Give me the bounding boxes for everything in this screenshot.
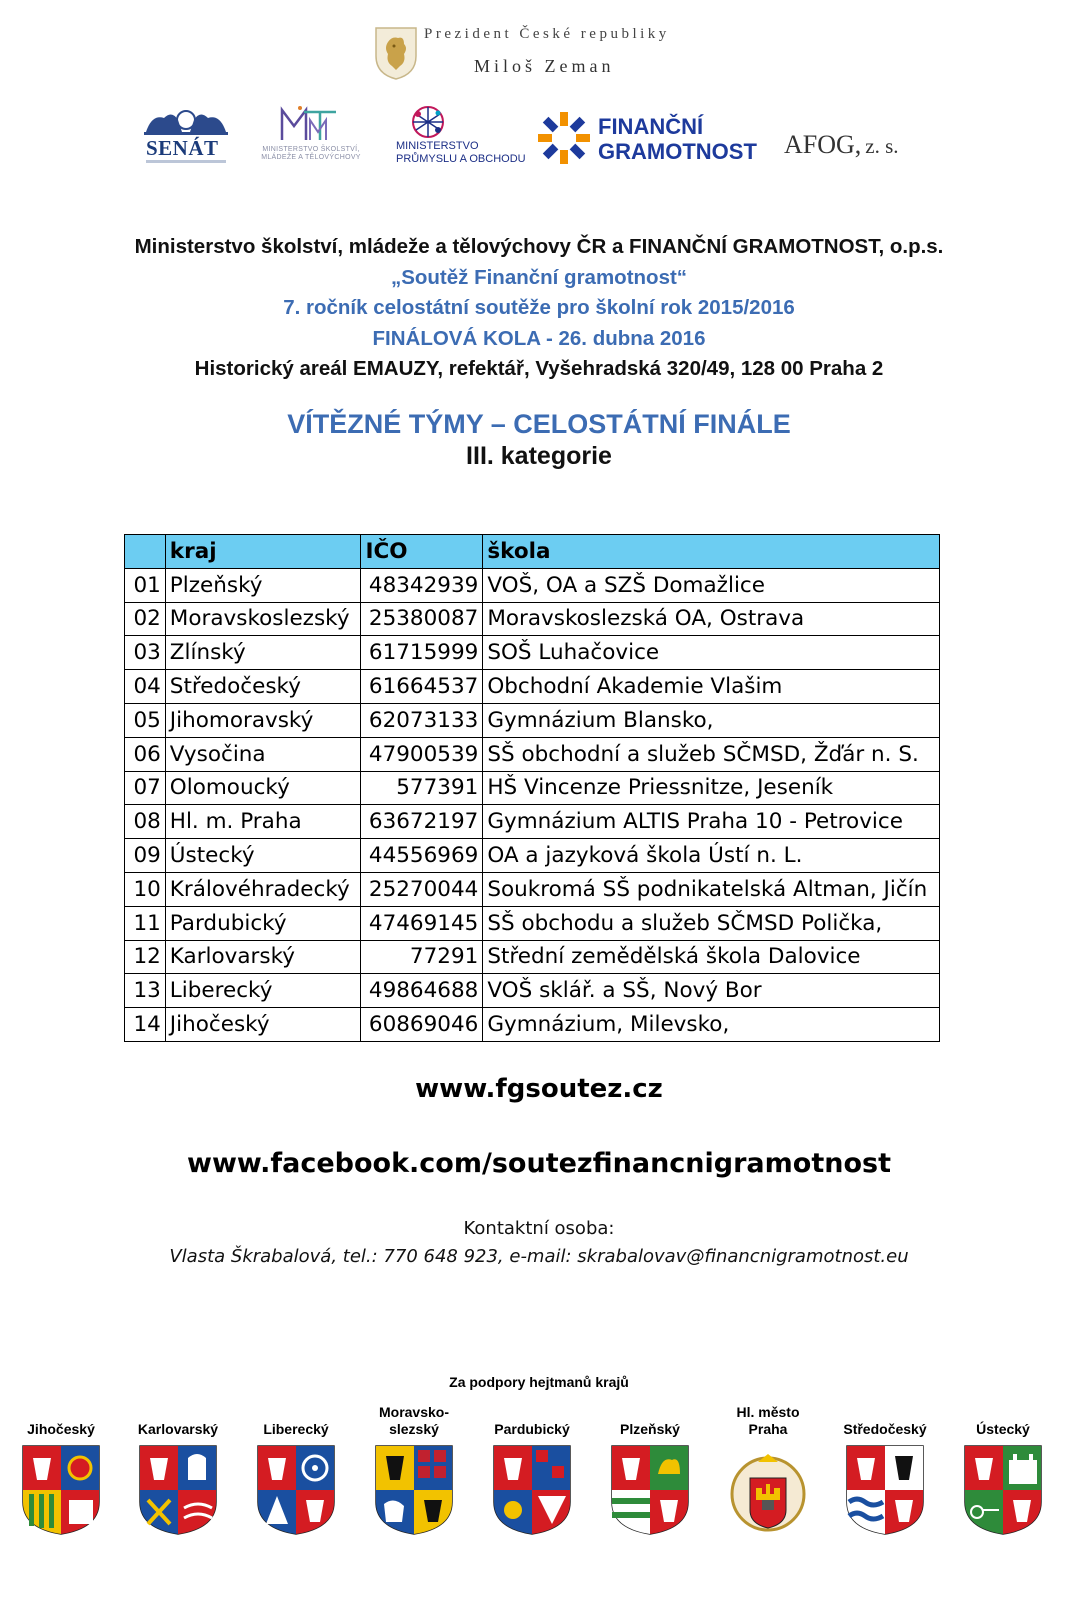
table-row [125,771,940,805]
row-skola: HŠ Vincenze Priessnitze, Jeseník [483,771,940,805]
stredocesky-coat-of-arms-icon [845,1444,925,1536]
region-name: Moravsko-slezský [378,1404,450,1437]
table-row [125,636,940,670]
row-ico: 61715999 [361,636,483,670]
row-skola: VOŠ, OA a SZŠ Domažlice [483,568,940,602]
website-link[interactable]: www.fgsoutez.cz [415,1074,663,1104]
row-kraj: Olomoucký [165,771,361,805]
president-name: Miloš Zeman [474,56,615,76]
row-number: 13 [125,974,166,1008]
contact-label: Kontaktní osoba: [463,1218,615,1239]
event-header [0,232,1078,385]
region-jihocesky [11,1404,111,1536]
row-number: 01 [125,568,166,602]
table-row [125,670,940,704]
msmt-logo [252,104,370,166]
table-row [125,940,940,974]
financni-gramotnost-logo [536,110,768,168]
row-ico: 25380087 [361,602,483,636]
region-stredocesky [835,1404,935,1536]
mpo-label-line1: MINISTERSTVO [396,140,479,152]
row-ico: 44556969 [361,839,483,873]
facebook-link[interactable]: www.facebook.com/soutezfinancnigramotnost [187,1148,891,1179]
table-row [125,602,940,636]
row-skola: Obchodní Akademie Vlašim [483,670,940,704]
financni-gramotnost-star-icon [536,110,592,166]
region-plzensky [600,1404,700,1536]
row-ico: 61664537 [361,670,483,704]
row-number: 12 [125,940,166,974]
organizers-line: Ministerstvo školství, mládeže a tělovýchovy ČR a FINANČNÍ GRAMOTNOST, o.p.s. [134,235,944,258]
edition-line: 7. ročník celostátní soutěže pro školní rok 2015/2016 [283,296,795,319]
results-heading [0,408,1078,472]
senat-lions-icon [142,106,230,136]
row-number: 09 [125,839,166,873]
mpo-label [396,140,526,166]
presidential-lion-emblem-icon [374,26,418,80]
table-row [125,703,940,737]
row-skola: Gymnázium ALTIS Praha 10 - Petrovice [483,805,940,839]
region-praha [718,1404,818,1536]
financni-gramotnost-label [598,114,757,164]
row-ico: 62073133 [361,703,483,737]
row-ico: 77291 [361,940,483,974]
row-ico: 577391 [361,771,483,805]
column-header-kraj: kraj [165,535,361,569]
region-name: Plzeňský [620,1421,680,1437]
mpo-label-line2: PRŮMYSLU A OBCHODU [396,153,526,165]
row-kraj: Ústecký [165,839,361,873]
president-header [374,22,714,86]
moravskoslezsky-coat-of-arms-icon [374,1444,454,1536]
row-ico: 63672197 [361,805,483,839]
table-row [125,1008,940,1042]
region-name: Ústecký [976,1421,1030,1437]
senat-logo [142,106,230,166]
ustecky-coat-of-arms-icon [963,1444,1043,1536]
region-karlovarsky [128,1404,228,1536]
row-kraj: Liberecký [165,974,361,1008]
contact-details: Vlasta Škrabalová, tel.: 770 648 923, e-mail: skrabalovav@financnigramotnost.eu [169,1246,909,1267]
row-kraj: Hl. m. Praha [165,805,361,839]
table-row [125,974,940,1008]
row-kraj: Vysočina [165,737,361,771]
afog-suffix: z. s. [865,134,899,158]
row-ico: 49864688 [361,974,483,1008]
table-header-row [125,535,940,569]
karlovarsky-coat-of-arms-icon [138,1444,218,1536]
column-header-number [125,535,166,569]
row-skola: SŠ obchodu a služeb SČMSD Polička, [483,906,940,940]
row-number: 14 [125,1008,166,1042]
region-name: Pardubický [494,1421,570,1437]
results-table [124,534,940,1042]
row-ico: 25270044 [361,872,483,906]
row-ico: 60869046 [361,1008,483,1042]
row-kraj: Karlovarský [165,940,361,974]
row-kraj: Zlínský [165,636,361,670]
row-number: 08 [125,805,166,839]
row-number: 05 [125,703,166,737]
region-ustecky [953,1404,1053,1536]
row-number: 02 [125,602,166,636]
row-skola: VOŠ sklář. a SŠ, Nový Bor [483,974,940,1008]
afog-label: AFOG, [784,130,862,159]
row-skola: OA a jazyková škola Ústí n. L. [483,839,940,873]
afog-logo [784,130,899,160]
results-title: VÍTĚZNÉ TÝMY – CELOSTÁTNÍ FINÁLE [287,409,791,439]
column-header-skola: škola [483,535,940,569]
venue-line: Historický areál EMAUZY, refektář, Vyšehradská 320/49, 128 00 Praha 2 [194,357,884,380]
plzensky-coat-of-arms-icon [610,1444,690,1536]
row-skola: Gymnázium Blansko, [483,703,940,737]
competition-name: „Soutěž Finanční gramotnost“ [390,265,688,289]
row-skola: Moravskoslezská OA, Ostrava [483,602,940,636]
row-number: 06 [125,737,166,771]
president-title: Prezident České republiky [424,26,670,42]
table-row [125,839,940,873]
row-skola: Střední zemědělská škola Dalovice [483,940,940,974]
row-kraj: Jihomoravský [165,703,361,737]
column-header-ico: IČO [361,535,483,569]
row-number: 11 [125,906,166,940]
senat-subline [146,160,226,163]
row-kraj: Moravskoslezský [165,602,361,636]
row-skola: SOŠ Luhačovice [483,636,940,670]
jihocesky-coat-of-arms-icon [21,1444,101,1536]
row-number: 04 [125,670,166,704]
row-number: 03 [125,636,166,670]
row-kraj: Pardubický [165,906,361,940]
praha-coat-of-arms-icon [728,1444,808,1536]
row-ico: 47469145 [361,906,483,940]
row-skola: Gymnázium, Milevsko, [483,1008,940,1042]
row-skola: SŠ obchodní a služeb SČMSD, Žďár n. S. [483,737,940,771]
mpo-logo [396,104,528,170]
region-name: Karlovarský [137,1421,219,1437]
row-kraj: Královéhradecký [165,872,361,906]
region-pardubicky [482,1404,582,1536]
region-name: Jihočeský [27,1421,95,1437]
msmt-mark-icon [252,104,370,144]
region-name: Liberecký [263,1421,329,1437]
region-liberecky [246,1404,346,1536]
table-row [125,805,940,839]
liberecky-coat-of-arms-icon [256,1444,336,1536]
msmt-label: MINISTERSTVO ŠKOLSTVÍ, MLÁDEŽE A TĚLOVÝCHOVY [261,146,361,161]
category-label: III. kategorie [466,442,612,470]
round-line: FINÁLOVÁ KOLA - 26. dubna 2016 [372,326,706,350]
row-number: 07 [125,771,166,805]
row-ico: 47900539 [361,737,483,771]
pardubicky-coat-of-arms-icon [492,1444,572,1536]
row-kraj: Plzeňský [165,568,361,602]
fg-label-line2: GRAMOTNOST [598,139,757,164]
region-moravskoslezsky [364,1404,464,1536]
senat-label: SENÁT [146,136,219,160]
row-kraj: Jihočeský [165,1008,361,1042]
region-name: Hl. město Praha [736,1404,800,1437]
mpo-globe-icon [396,104,460,138]
fg-label-line1: FINANČNÍ [598,114,704,139]
table-row [125,906,940,940]
row-skola: Soukromá SŠ podnikatelská Altman, Jičín [483,872,940,906]
table-row [125,872,940,906]
table-row [125,737,940,771]
row-number: 10 [125,872,166,906]
row-ico: 48342939 [361,568,483,602]
support-label: Za podpory hejtmanů krajů [449,1374,629,1390]
table-row [125,568,940,602]
row-kraj: Středočeský [165,670,361,704]
region-name: Středočeský [843,1421,927,1437]
